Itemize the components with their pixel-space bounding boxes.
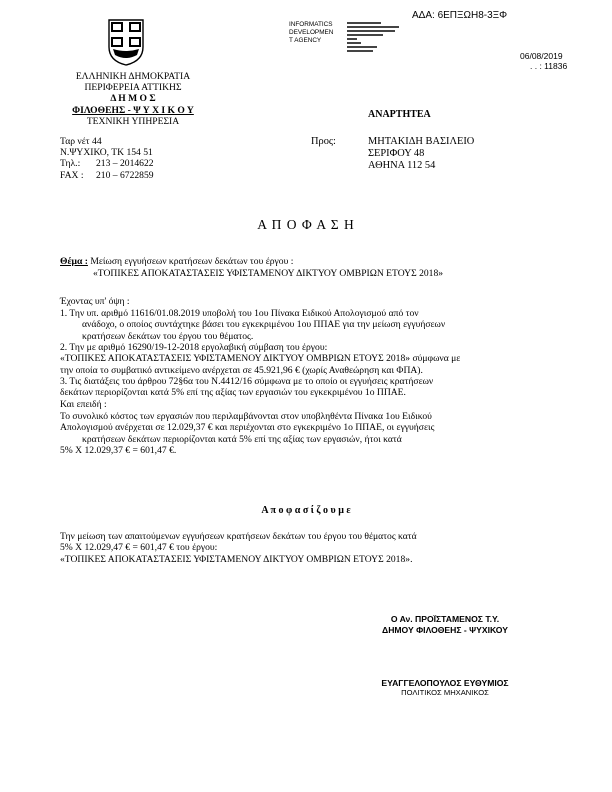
recipient-street: ΣΕΡΙΦΟΥ 48 [368,148,425,159]
recipient-to-label: Προς: [311,136,336,147]
signature-block [355,614,535,636]
signature-org: ΔΗΜΟΥ ΦΙΛΟΘΕΗΣ - ΨΥΧΙΚΟΥ [382,625,508,635]
agency-line: DEVELOPMEN [289,29,334,36]
document-title: Α Π Ο Φ Α Σ Η [257,217,355,232]
service-name: ΤΕΧΝΙΚΗ ΥΠΗΡΕΣΙΑ [86,115,180,127]
and-since-label: Και επειδή : [60,399,107,410]
fax-label: FAX : [60,169,84,181]
item-3-line: δεκάτων περιορίζονται κατά 5% επί της αξίας των εργασιών του εγκεκριμένου 1ο ΠΠΑΕ. [60,387,406,399]
reason-block [60,411,434,456]
phone-label: Τηλ.: [60,158,81,170]
greek-emblem-icon [105,17,147,67]
signatory-title: ΠΟΛΙΤΙΚΟΣ ΜΗΧΑΝΙΚΟΣ [401,688,489,697]
reason-line: 5% Χ 12.029,37 € = 601,47 €. [60,444,177,456]
phone-number: 213 – 2014622 [96,158,154,170]
posting-label: ΑΝΑΡΤΗΤΕΑ [368,109,431,120]
signatory [350,678,540,698]
item-1 [60,308,445,342]
signature-role: Ο Αν. ΠΡΟΪΣΤΑΜΕΝΟΣ Τ.Υ. [390,614,500,624]
recipient-block [368,136,474,172]
decision-line: 5% Χ 12.029,47 € = 601,47 € του έργου: [60,542,218,554]
municipality-label: Δ Η Μ Ο Σ [110,93,156,105]
sender-postal: Ν.ΨΥΧΙΚΟ, ΤΚ 154 51 [60,147,153,159]
recipient-city: ΑΘΗΝΑ 112 54 [368,160,436,171]
item-3-line: 3. Τις διατάξεις του άρθρου 72§6α του Ν.4412/16 σύμφωνα με το οποίο οι εγγυήσεις κρατήσεων [60,376,434,387]
sender-block [43,71,223,127]
country-name: ΕΛΛΗΝΙΚΗ ΔΗΜΟΚΡΑΤΙΑ [75,71,191,82]
agency-line: T AGENCY [289,37,322,44]
item-2-line: «ΤΟΠΙΚΕΣ ΑΠΟΚΑΤΑΣΤΑΣΕΙΣ ΥΦΙΣΤΑΜΕΝΟΥ ΔΙΚΤΥΟΥ ΟΜΒΡΙΩΝ ΕΤΟΥΣ 2018» σύμφωνα με [60,353,461,365]
decision-block [60,531,417,565]
considering-label: Έχοντας υπ' όψη : [60,296,130,307]
agency-seal-text-graphic [347,22,407,56]
decision-line: «ΤΟΠΙΚΕΣ ΑΠΟΚΑΤΑΣΤΑΣΕΙΣ ΥΦΙΣΤΑΜΕΝΟΥ ΔΙΚΤΥΟΥ ΟΜΒΡΙΩΝ ΕΤΟΥΣ 2018». [60,553,413,565]
sender-address: Ταρ νέτ 44 [60,136,102,147]
municipality-name: ΦΙΛΟΘΕΗΣ - Ψ Υ Χ Ι Κ Ο Υ [72,104,194,116]
fax-number: 210 – 6722859 [96,169,154,181]
reason-line: Απολογισμού ανέρχεται σε 12.029,37 € και περιέχονται στο εγκεκριμένο 1ο ΠΠΑΕ, οι εγγυήσεις [60,422,435,434]
decide-heading: Α π ο φ α σ ί ζ ο υ μ ε [261,505,351,516]
subject-project: «ΤΟΠΙΚΕΣ ΑΠΟΚΑΤΑΣΤΑΣΕΙΣ ΥΦΙΣΤΑΜΕΝΟΥ ΔΙΚΤΥΟΥ ΟΜΒΡΙΩΝ ΕΤΟΥΣ 2018» [93,268,444,279]
subject-text: Μείωση εγγυήσεων κρατήσεων δεκάτων του έργου : [90,256,294,267]
phone-row [60,158,154,169]
recipient-name: ΜΗΤΑΚΙΔΗ ΒΑΣΙΛΕΙΟ [368,136,475,147]
agency-label [289,21,333,45]
fax-row [60,170,154,181]
stamp-ref: . . : 11836 [530,61,568,71]
item-2 [60,342,460,376]
decision-line: Την μείωση των απαιτούμενων εγγυήσεων κρατήσεων δεκάτων του έργου του θέματος κατά [60,531,417,542]
signatory-name: ΕΥΑΓΓΕΛΟΠΟΥΛΟΣ ΕΥΘΥΜΙΟΣ [381,678,509,688]
item-1-line: 1. Την υπ. αριθμό 11616/01.08.2019 υποβολή του 1ου Πίνακα Ειδικού Απολογισμού από τον [60,308,419,319]
item-1-line: κρατήσεων δεκάτων του έργου του θέματος. [82,330,254,342]
subject-label: Θέμα : [60,256,88,267]
item-3 [60,376,433,399]
subject-line [60,256,293,267]
reason-line: Το συνολικό κόστος των εργασιών που περιλαμβάνονται στον υποβληθέντα Πίνακα 1ου Ειδικού [60,411,432,422]
agency-line: INFORMATICS [289,21,333,28]
reason-line: κρατήσεων δεκάτων περιορίζονται κατά 5% επί της αξίας των εργασιών, ήτοι κατά [82,433,402,445]
region-name: ΠΕΡΙΦΕΡΕΙΑ ΑΤΤΙΚΗΣ [84,82,182,94]
stamp-date: 06/08/2019 [520,51,563,61]
sender-contact [60,136,154,181]
item-2-line: 2. Την με αριθμό 16290/19-12-2018 εργολαβική σύμβαση του έργου: [60,342,328,353]
item-2-line: την οποία το συμβατικό αντικείμενο ανέρχεται σε 45.921,96 € (χωρίς Αναθεώρηση και ΦΠΑ). [60,364,423,376]
ada-code: ΑΔΑ: 6ΕΠΞΩΗ8-3ΞΦ [412,10,508,21]
item-1-line: ανάδοχο, ο οποίος συντάχτηκε βάσει του εγκεκριμένου 1ου ΠΠΑΕ για την μείωση εγγυήσεων [82,319,446,331]
